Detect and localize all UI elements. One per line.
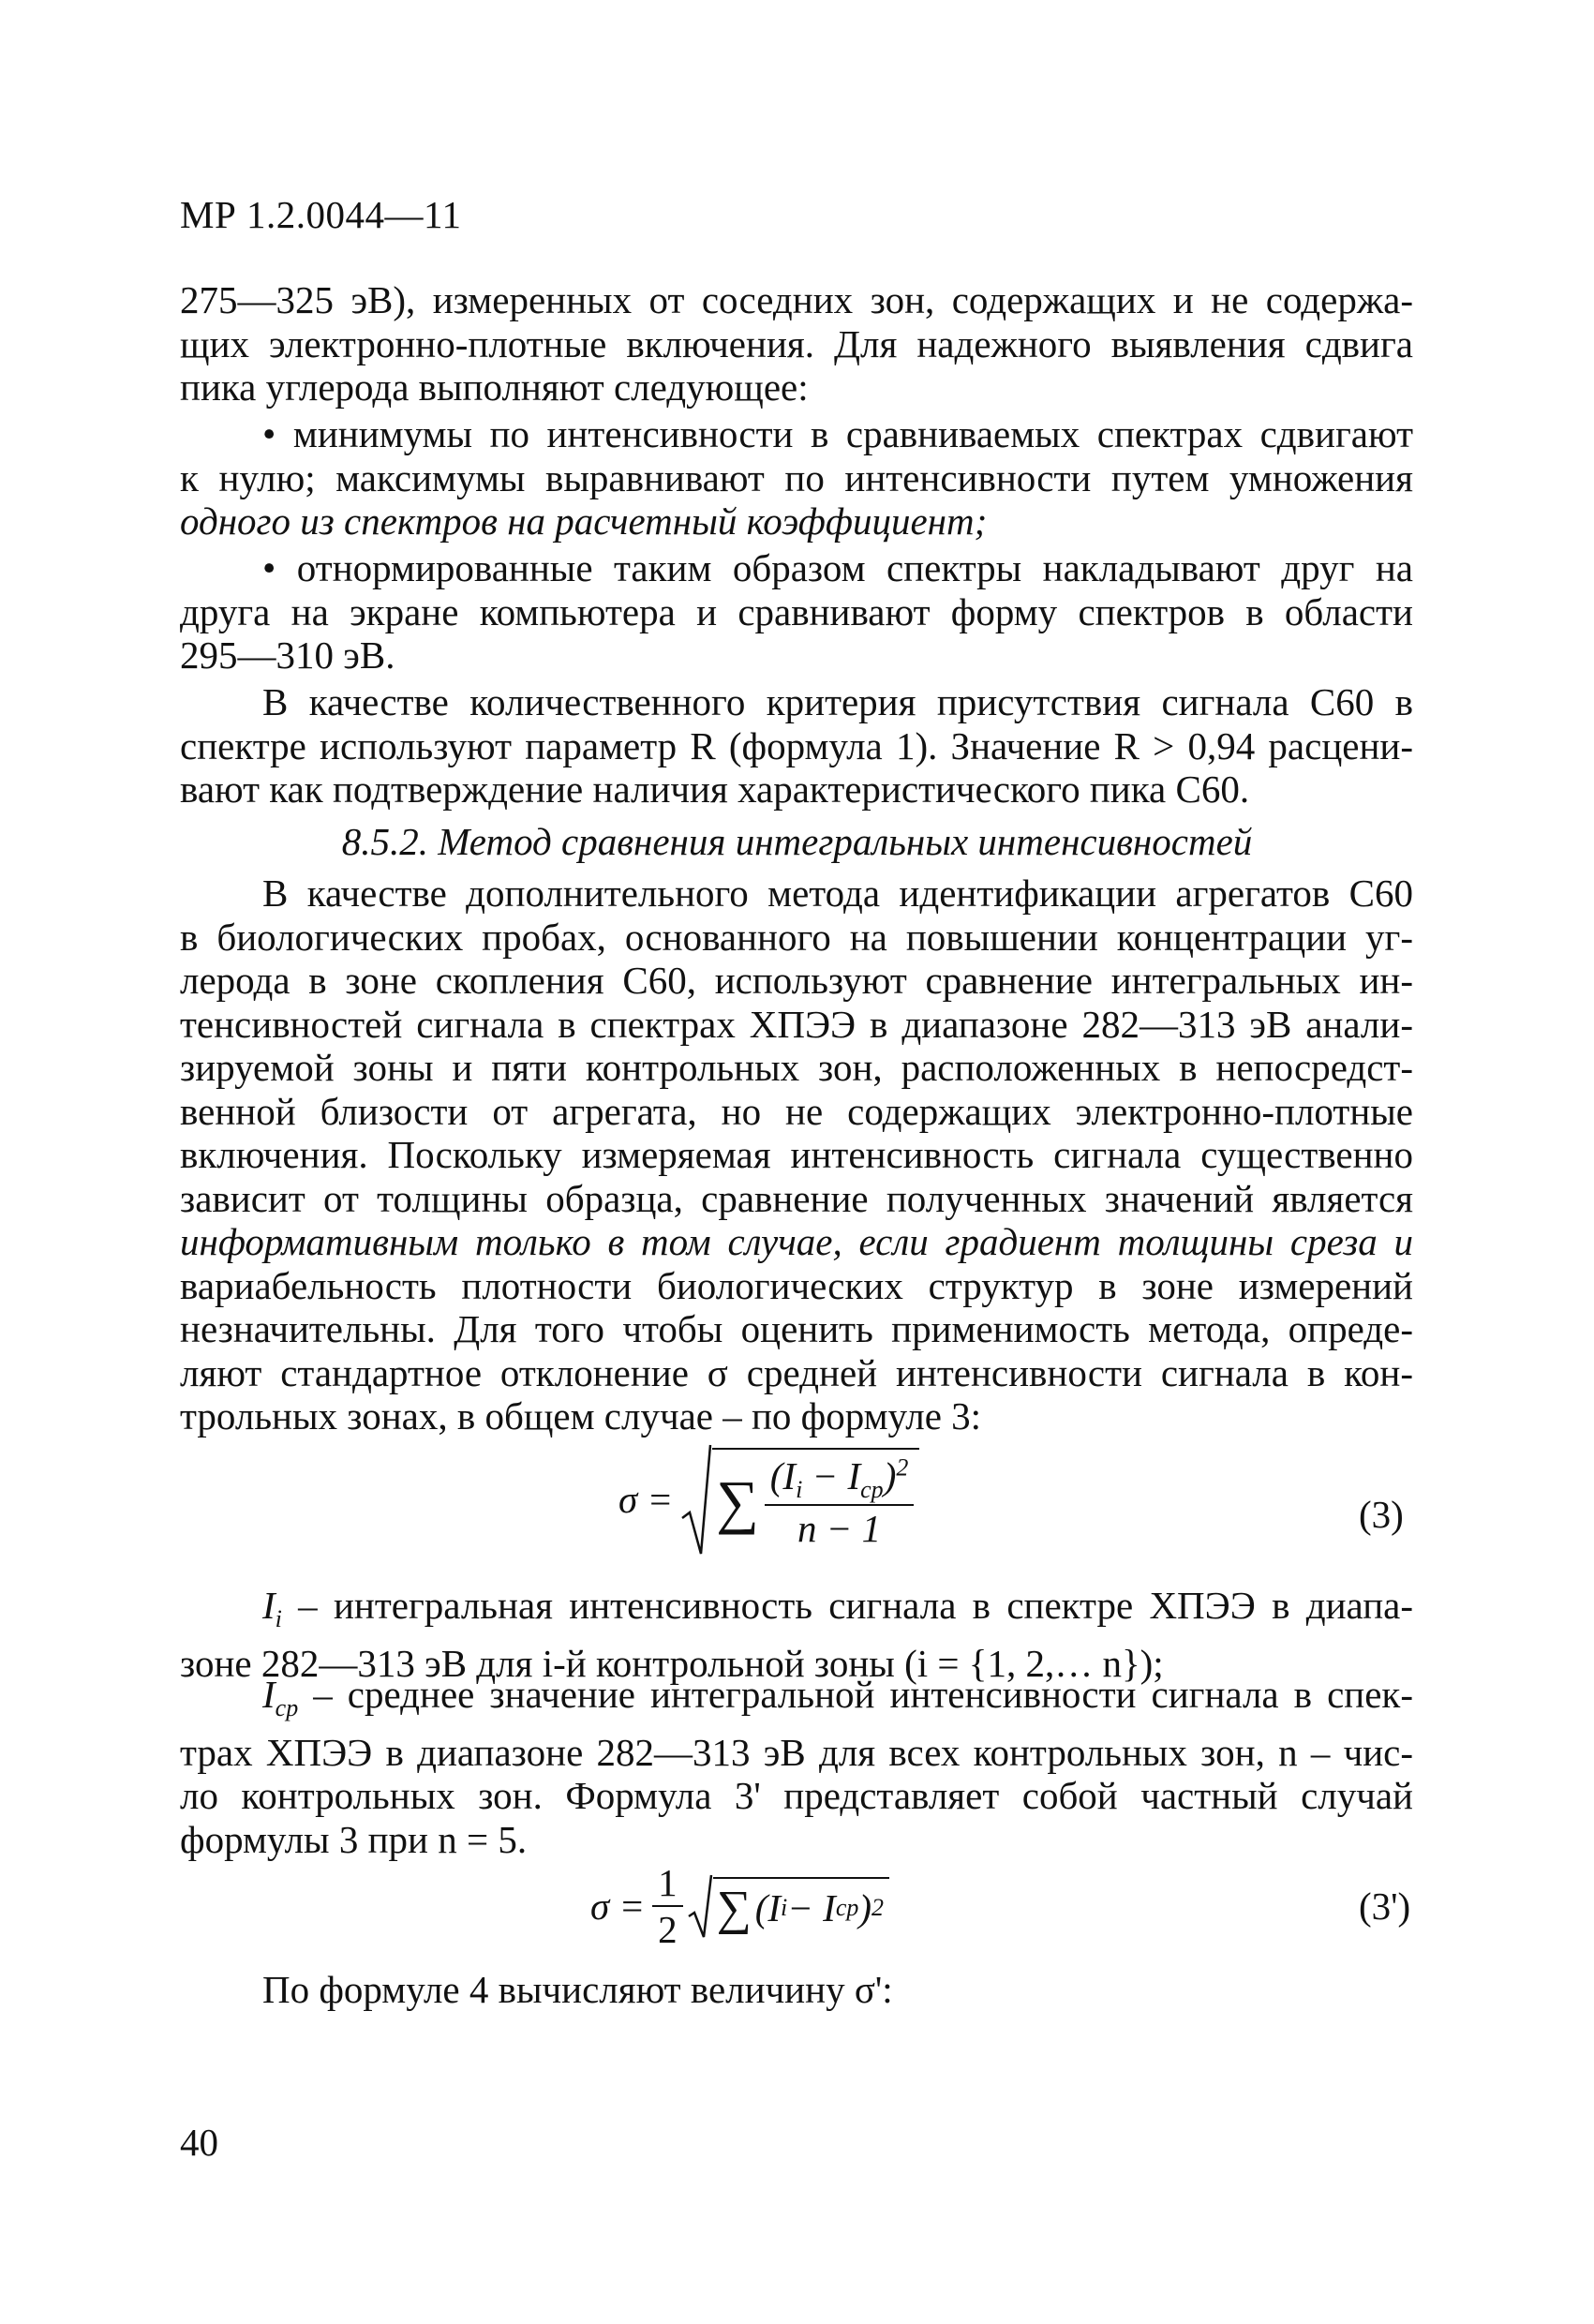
document-id-header: МР 1.2.0044—11	[180, 193, 462, 236]
paragraph-method	[180, 872, 1413, 1438]
fraction-numerator: $(I_i - I_{cp})^2$	[765, 1453, 915, 1506]
text-line: ляют стандартное отклонение σ средней интенсивности сигнала в кон-	[180, 1350, 1413, 1394]
page-number: 40	[180, 2121, 218, 2164]
text-line: 275—325 эВ), измеренных от соседних зон, содержащих и не содержа-	[180, 278, 1413, 321]
fraction-one-half: $\frac{1}{2}$	[652, 1860, 683, 1952]
text-line: незначительны. Для того чтобы оценить применимость метода, опреде-	[180, 1307, 1413, 1350]
fraction	[765, 1453, 915, 1551]
text-line: венной близости от агрегата, но не содержащих электронно-плотные	[180, 1089, 1413, 1133]
radical-body	[712, 1448, 919, 1551]
text-line: вариабельность плотности биологических структур в зоне измерений	[180, 1263, 1413, 1307]
text-line: $I_{cp}$ – среднее значение интегральной интенсивности сигнала в спек-	[262, 1673, 1413, 1722]
formula-lhs: σ =	[618, 1478, 674, 1521]
sum-symbol: ∑	[716, 1468, 759, 1535]
bullet-item-1	[180, 412, 1413, 544]
radical-body: ∑ (I i − I cp ) 2	[713, 1877, 889, 1936]
definition-ii	[180, 1584, 1413, 1685]
text-line: друга на экране компьютера и сравнивают форму спектров в области	[180, 589, 1413, 633]
text-line: ло контрольных зон. Формула 3' представляет собой частный случай	[180, 1774, 1413, 1818]
paragraph-intro	[180, 278, 1413, 410]
text-line: включения. Поскольку измеряемая интенсивность сигнала существенно	[180, 1133, 1413, 1176]
text-line: В качестве количественного критерия присутствия сигнала С60 в	[262, 680, 1413, 723]
text-line: трольных зонах, в общем случае – по формуле 3:	[180, 1394, 982, 1438]
radical-sign-icon	[687, 1873, 713, 1939]
text-line: трах ХПЭЭ в диапазоне 282—313 эВ для всех контрольных зон, n – чис-	[180, 1730, 1413, 1774]
section-heading: 8.5.2. Метод сравнения интегральных интенсивностей	[341, 820, 1253, 863]
text-line: тенсивностей сигнала в спектрах ХПЭЭ в диапазоне 282—313 эВ анали-	[180, 1002, 1413, 1046]
sum-symbol: ∑	[716, 1881, 752, 1935]
bullet-item-2	[180, 546, 1413, 678]
text-line: информативным только в том случае, если градиент толщины среза и	[180, 1220, 1413, 1263]
paragraph-criterion	[180, 680, 1413, 812]
formula-3-prime-label: (3')	[1359, 1885, 1411, 1928]
text-line: спектре используют параметр R (формула 1). Значение R > 0,94 расцени-	[180, 723, 1413, 767]
text-line: формулы 3 при n = 5.	[180, 1817, 528, 1861]
text-line: зависит от толщины образца, сравнение полученных значений является	[180, 1176, 1413, 1220]
paragraph-sigma-prime	[180, 1968, 1413, 2012]
text-line: вают как подтверждение наличия характеристического пика С60.	[180, 767, 1250, 811]
text-line: в биологических пробах, основанного на повышении концентрации уг-	[180, 915, 1413, 959]
fraction-denominator: n − 1	[797, 1507, 882, 1551]
text-line: лерода в зоне скопления С60, используют сравнение интегральных ин-	[180, 959, 1413, 1002]
formula-3	[618, 1443, 919, 1556]
text-line: В качестве дополнительного метода идентификации агрегатов С60	[262, 872, 1413, 915]
text-line: зируемой зоны и пяти контрольных зон, расположенных в непосредст-	[180, 1046, 1413, 1089]
text-line: щих электронно-плотные включения. Для надежного выявления сдвига	[180, 321, 1413, 365]
definition-icp	[180, 1673, 1413, 1861]
text-line: зоне 282—313 эВ для i-й контрольной зоны (i = {1, 2,… n});	[180, 1641, 1164, 1685]
formula-lhs: σ =	[590, 1885, 646, 1928]
text-line: По формуле 4 вычисляют величину σ':	[262, 1968, 893, 2011]
radical-sign-icon	[680, 1443, 712, 1556]
text-line: 295—310 эВ.	[180, 633, 395, 677]
text-line: пика углерода выполняют следующее:	[180, 365, 809, 409]
formula-3-prime	[590, 1860, 889, 1952]
text-line: к нулю; максимумы выравнивают по интенсивности путем умножения	[180, 455, 1413, 499]
text-line: одного из спектров на расчетный коэффициент;	[180, 499, 988, 543]
text-line: $I_i$ – интегральная интенсивность сигнала в спектре ХПЭЭ в диапа-	[262, 1584, 1413, 1633]
text-line: • минимумы по интенсивности в сравниваемых спектрах сдвигают	[262, 412, 1413, 455]
text-line: • отнормированные таким образом спектры накладывают друг на	[262, 546, 1413, 589]
formula-3-label: (3)	[1359, 1493, 1404, 1536]
